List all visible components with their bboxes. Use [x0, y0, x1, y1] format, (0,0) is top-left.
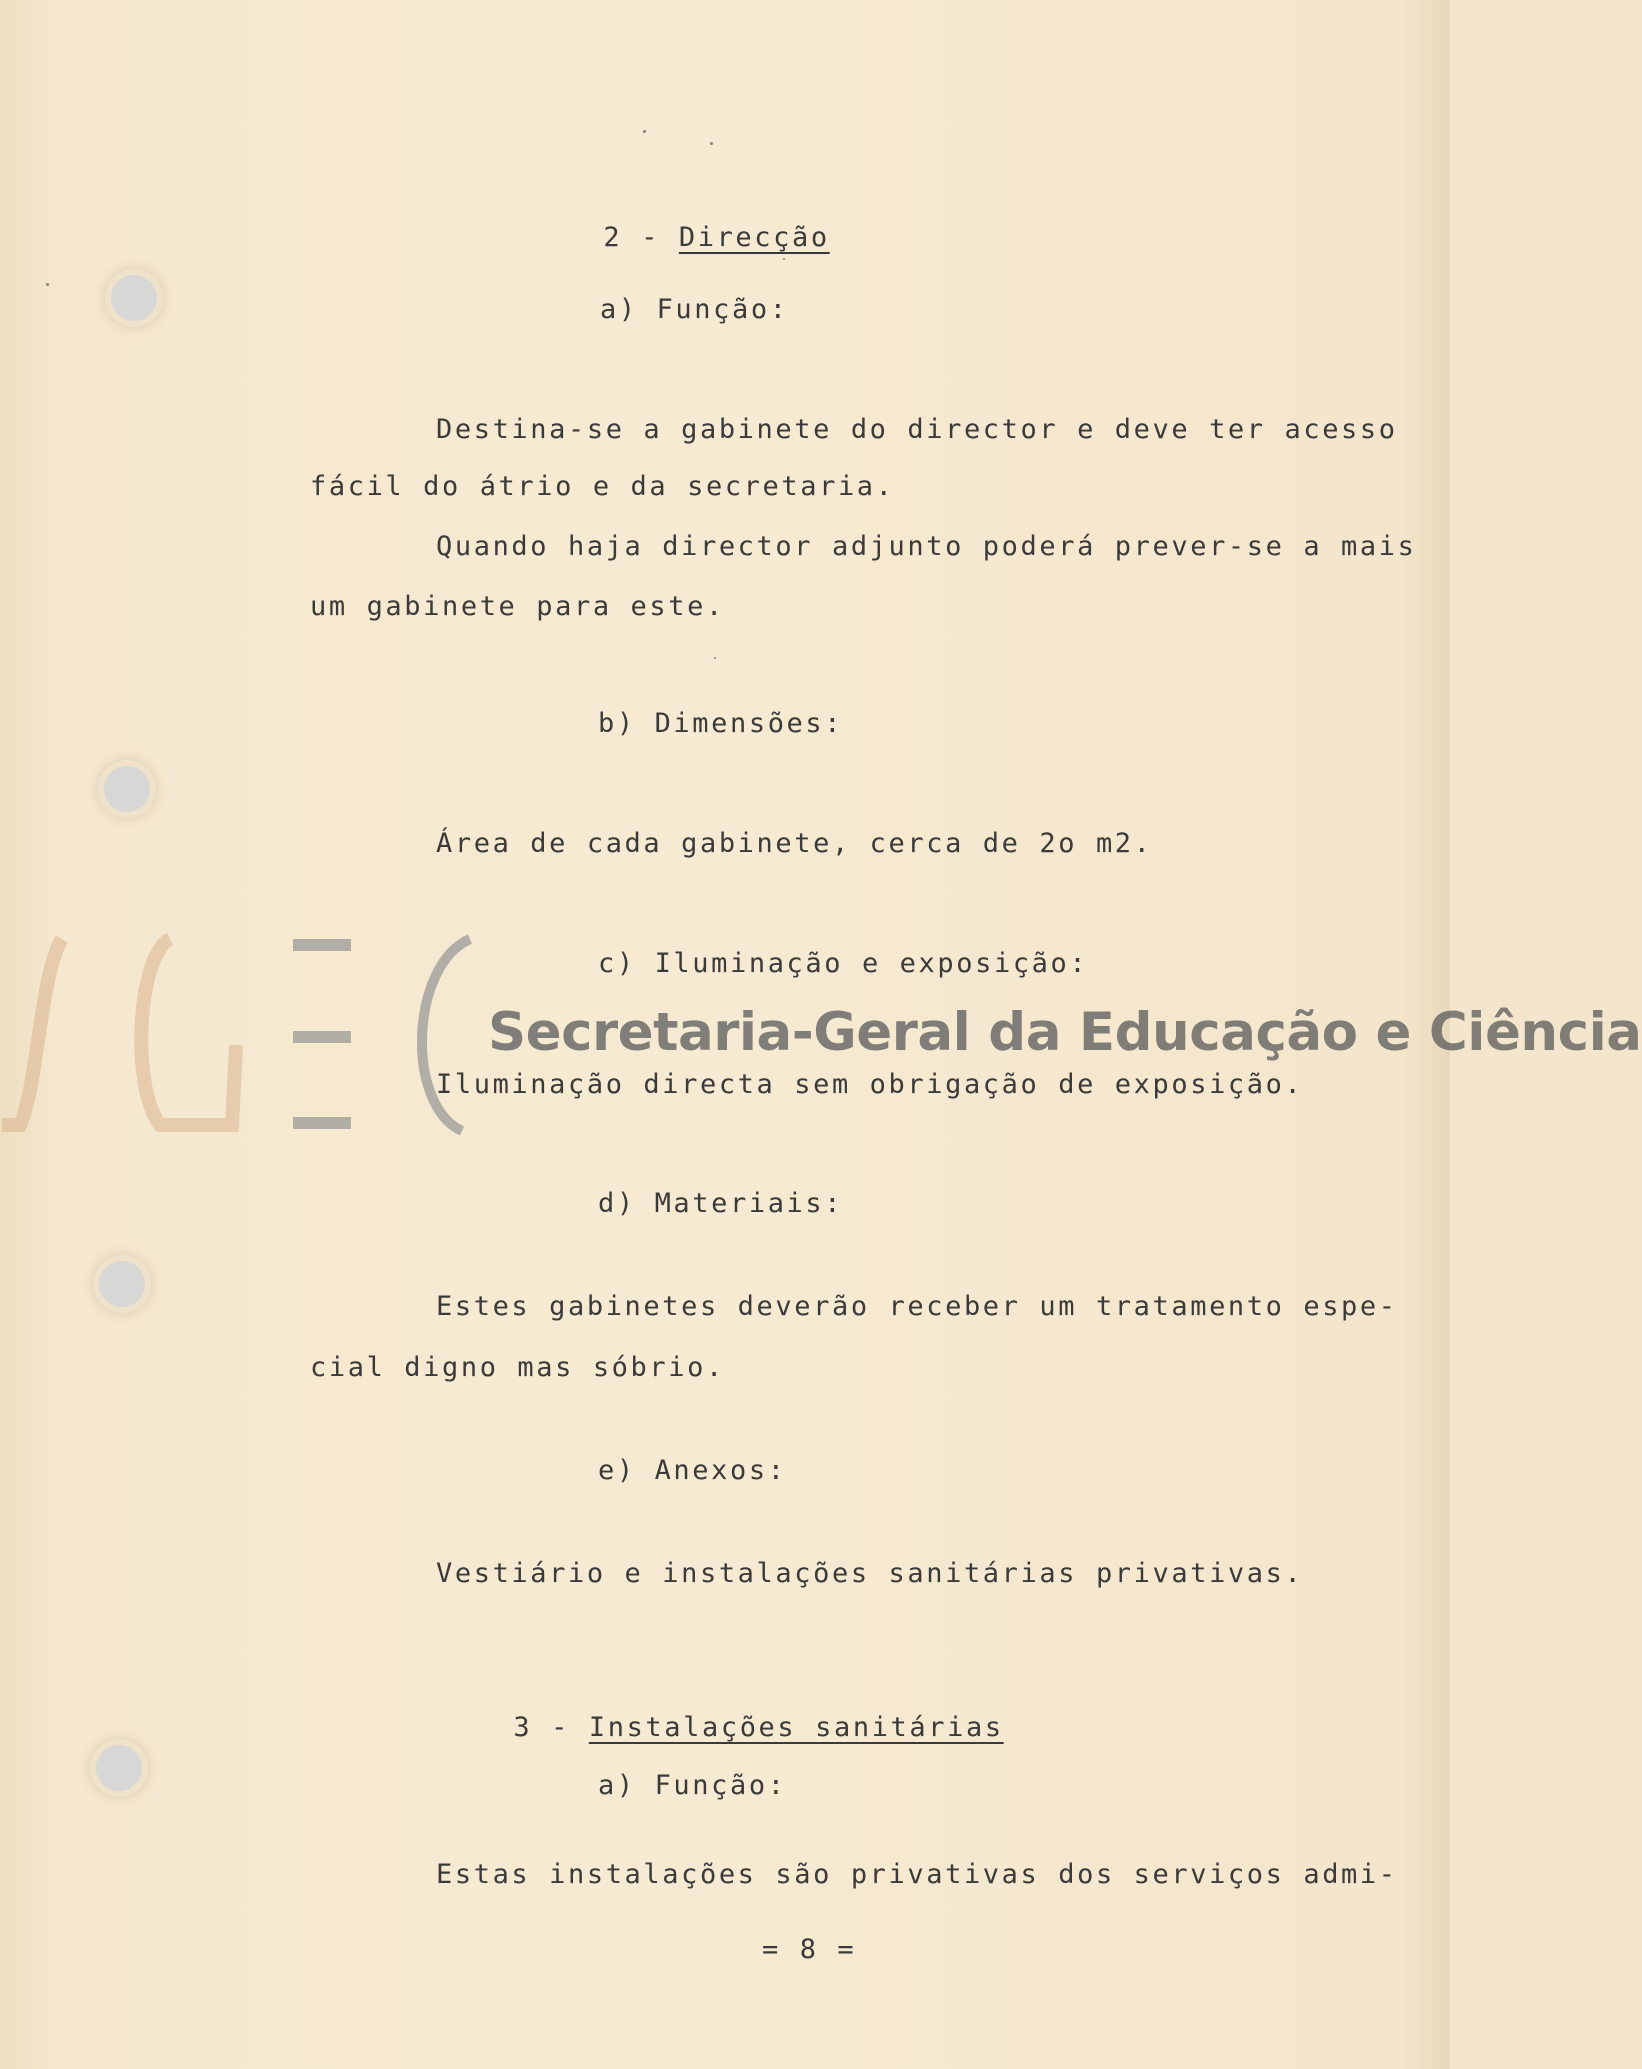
paper-speck: [643, 130, 646, 133]
paragraph-line: fácil do átrio e da secretaria.: [310, 471, 895, 502]
watermark-text: Secretaria-Geral da Educação e Ciência: [488, 1002, 1642, 1063]
subheading-funcao: a) Função:: [598, 1770, 787, 1801]
punch-hole: [111, 275, 157, 321]
subheading-iluminacao: c) Iluminação e exposição:: [598, 948, 1089, 979]
paper-speck: [710, 142, 713, 145]
subheading-anexos: e) Anexos:: [598, 1455, 787, 1486]
paragraph-line: Destina-se a gabinete do director e deve ter acesso: [436, 414, 1398, 445]
punch-hole: [104, 766, 150, 812]
paragraph-line: um gabinete para este.: [310, 591, 725, 622]
punch-hole: [99, 1261, 145, 1307]
paragraph-line: cial digno mas sóbrio.: [310, 1352, 725, 1383]
section-number: 3 -: [513, 1712, 570, 1743]
section-3-heading: [438, 1677, 1004, 1779]
paragraph-line: Área de cada gabinete, cerca de 2o m2.: [436, 828, 1153, 859]
page-number: = 8 =: [762, 1934, 857, 1965]
sgec-logo-watermark: [0, 935, 480, 1135]
paragraph-line: Quando haja director adjunto poderá prever-se a mais: [436, 531, 1417, 562]
paper-speck: [714, 657, 716, 659]
subheading-materiais: d) Materiais:: [598, 1188, 844, 1219]
subheading-funcao: a) Função:: [600, 294, 789, 325]
paper-speck: [46, 283, 49, 286]
section-title: Instalações sanitárias: [588, 1712, 1004, 1743]
section-number: 2 -: [603, 222, 660, 253]
subheading-dimensoes: b) Dimensões:: [598, 708, 844, 739]
punch-hole: [96, 1745, 142, 1791]
paragraph-line: Estes gabinetes deverão receber um tratamento espe-: [436, 1291, 1398, 1322]
paragraph-line: Iluminação directa sem obrigação de exposição.: [436, 1069, 1304, 1100]
paragraph-line: Vestiário e instalações sanitárias privativas.: [436, 1558, 1304, 1589]
paragraph-line: Estas instalações são privativas dos serviços admi-: [436, 1859, 1398, 1890]
section-2-heading: [528, 187, 830, 289]
section-title: Direcção: [678, 222, 830, 253]
